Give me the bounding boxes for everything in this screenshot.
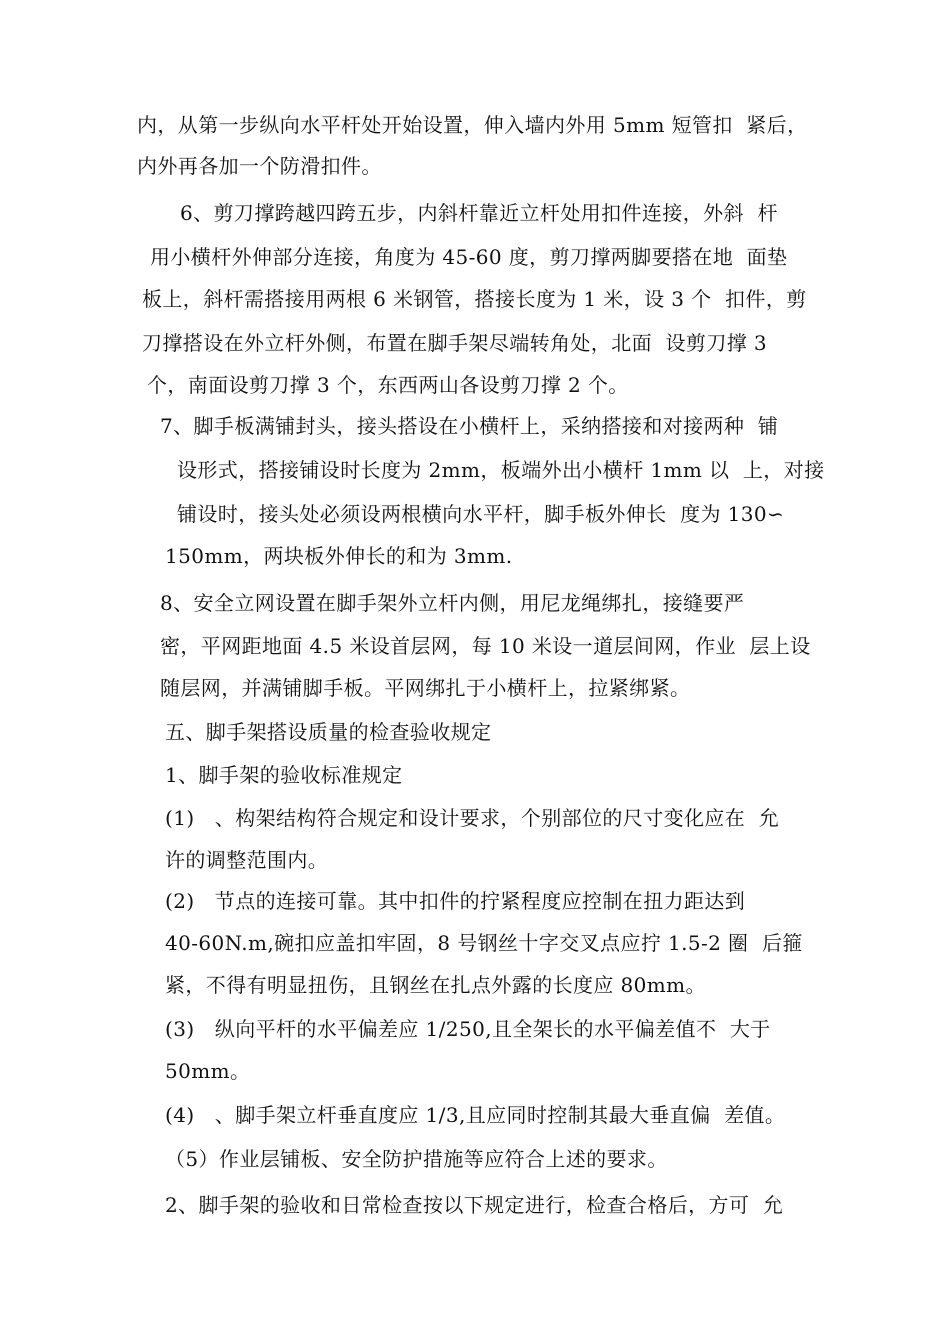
text-line: （5）作业层铺板、安全防护措施等应符合上述的要求。	[165, 1147, 668, 1171]
text-line: (4) 、脚手架立杆垂直度应 1/3,且应同时控制其最大垂直偏 差值。	[165, 1103, 786, 1127]
text-line: 150mm，两块板外伸长的和为 3mm.	[165, 544, 513, 568]
subsection-heading: 1、脚手架的验收标准规定	[165, 763, 403, 787]
text-line: 8、安全立网设置在脚手架外立杆内侧，用尼龙绳绑扎，接缝要严	[160, 591, 745, 615]
text-line: 内，从第一步纵向水平杆处开始设置，伸入墙内外用 5mm 短管扣 紧后，	[137, 113, 808, 137]
text-line: 内外再各加一个防滑扣件。	[137, 154, 382, 178]
text-line: 紧，不得有明显扭伤，且钢丝在扎点外露的长度应 80mm。	[165, 973, 706, 997]
section-heading: 五、脚手架搭设质量的检查验收规定	[165, 720, 492, 744]
text-line: 40-60N.m,碗扣应盖扣牢固，8 号钢丝十字交叉点应拧 1.5-2 圈 后箍	[165, 931, 803, 955]
text-line: 板上，斜杆需搭接用两根 6 米钢管，搭接长度为 1 米，设 3 个 扣件，剪	[142, 287, 807, 311]
text-line: 随层网，并满铺脚手板。平网绑扎于小横杆上，拉紧绑紧。	[160, 676, 691, 700]
text-line: 许的调整范围内。	[165, 848, 329, 872]
text-line: 50mm。	[165, 1059, 251, 1083]
text-line: 设形式，搭接铺设时长度为 2mm，板端外出小横杆 1mm 以 上，对接	[177, 458, 825, 482]
text-line: 个，南面设剪刀撑 3 个，东西两山各设剪刀撑 2 个。	[147, 373, 629, 397]
text-line: (3) 纵向平杆的水平偏差应 1/250,且全架长的水平偏差值不 大于	[165, 1017, 771, 1041]
text-line: 7、脚手板满铺封头，接头搭设在小横杆上，采纳搭接和对接两种 铺	[160, 414, 779, 438]
text-line: 刀撑搭设在外立杆外侧，布置在脚手架尽端转角处，北面 设剪刀撑 3	[142, 331, 767, 355]
text-line: (2) 节点的连接可靠。其中扣件的拧紧程度应控制在扭力距达到	[165, 889, 746, 913]
text-line: 密，平网距地面 4.5 米设首层网，每 10 米设一道层间网，作业 层上设	[160, 634, 811, 658]
text-line: 用小横杆外伸部分连接，角度为 45-60 度，剪刀撑两脚要搭在地 面垫	[150, 245, 788, 269]
text-line: 铺设时，接头处必须设两根横向水平杆，脚手板外伸长 度为 130∽	[177, 502, 785, 526]
text-line: (1) 、构架结构符合规定和设计要求，个别部位的尺寸变化应在 允	[165, 806, 780, 830]
text-line: 6、剪刀撑跨越四跨五步，内斜杆靠近立杆处用扣件连接，外斜 杆	[180, 201, 778, 225]
text-line: 2、脚手架的验收和日常检查按以下规定进行，检查合格后，方可 允	[165, 1193, 784, 1217]
